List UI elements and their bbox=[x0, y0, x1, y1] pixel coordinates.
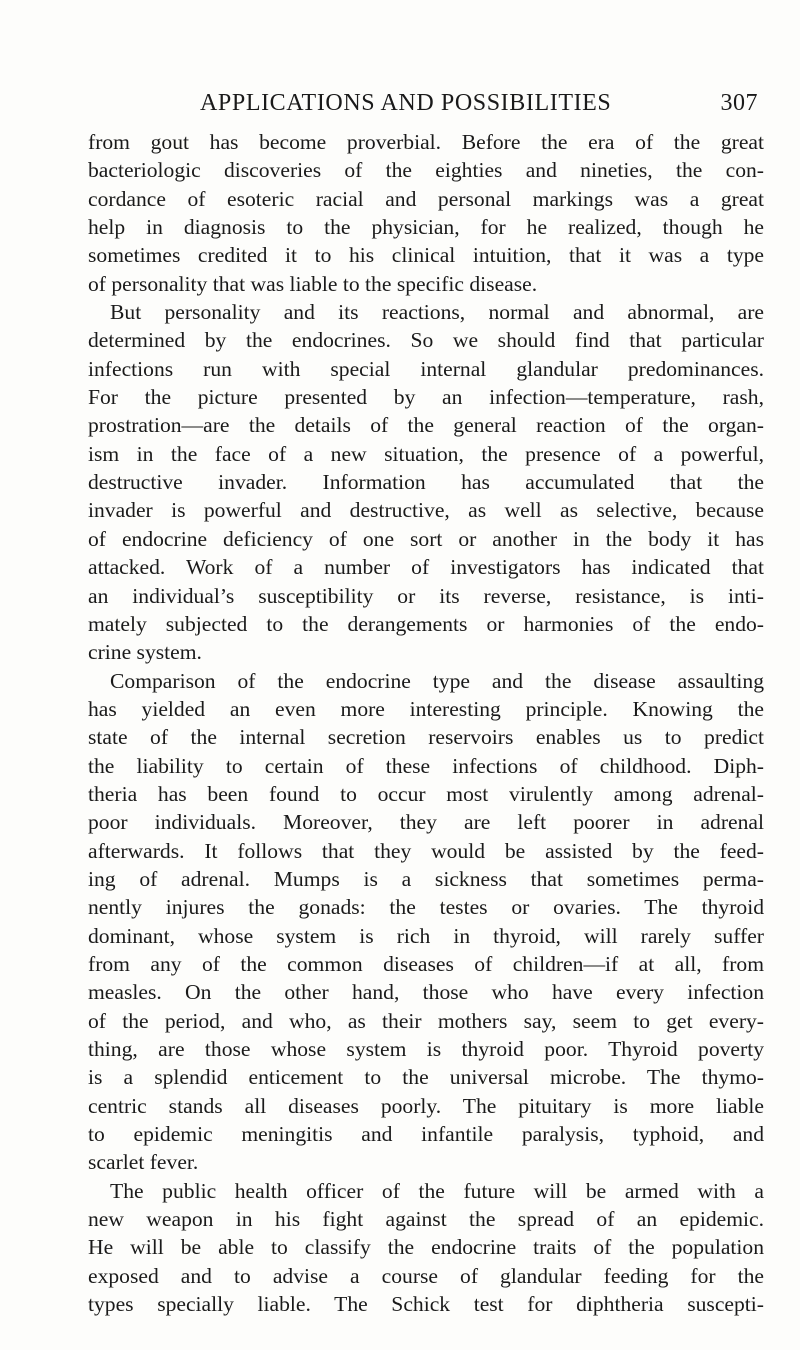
text-line: types specially liable. The Schick test for diphtheria suscepti- bbox=[88, 1292, 764, 1317]
text-line: The public health officer of the future will be armed with a bbox=[110, 1178, 764, 1203]
text-line: state of the internal secretion reservoirs enables us to predict bbox=[88, 725, 764, 750]
text-line: mately subjected to the derangements or harmonies of the endo- bbox=[88, 611, 764, 636]
text-line: dominant, whose system is rich in thyroid, will rarely suffer bbox=[88, 923, 764, 948]
text-line: centric stands all diseases poorly. The pituitary is more liable bbox=[88, 1093, 764, 1118]
text-line: He will be able to classify the endocrine traits of the population bbox=[88, 1235, 764, 1260]
text-line: exposed and to advise a course of glandular feeding for the bbox=[88, 1263, 764, 1288]
text-line: of personality that was liable to the specific disease. bbox=[88, 271, 538, 296]
page-number: 307 bbox=[720, 90, 758, 116]
running-title: APPLICATIONS AND POSSIBILITIES bbox=[200, 90, 612, 116]
text-line: scarlet fever. bbox=[88, 1150, 199, 1175]
text-line: sometimes credited it to his clinical intuition, that it was a type bbox=[88, 243, 764, 268]
text-line: prostration—are the details of the general reaction of the organ- bbox=[88, 413, 764, 438]
text-line: has yielded an even more interesting principle. Knowing the bbox=[88, 696, 764, 721]
text-line: attacked. Work of a number of investigators has indicated that bbox=[88, 555, 764, 580]
text-line: destructive invader. Information has accumulated that the bbox=[88, 470, 764, 495]
text-line: is a splendid enticement to the universal microbe. The thymo- bbox=[88, 1065, 764, 1090]
text-line: cordance of esoteric racial and personal markings was a great bbox=[88, 186, 764, 211]
text-line: nently injures the gonads: the testes or ovaries. The thyroid bbox=[88, 895, 764, 920]
text-line: afterwards. It follows that they would be assisted by the feed- bbox=[88, 838, 764, 863]
text-line: ism in the face of a new situation, the presence of a powerful, bbox=[88, 441, 764, 466]
text-line: poor individuals. Moreover, they are left poorer in adrenal bbox=[88, 810, 764, 835]
text-line: bacteriologic discoveries of the eighties and nineties, the con- bbox=[88, 158, 764, 183]
text-line: of the period, and who, as their mothers say, seem to get every- bbox=[88, 1008, 764, 1033]
text-line: invader is powerful and destructive, as well as selective, because bbox=[88, 498, 764, 523]
text-line: theria has been found to occur most virulently among adrenal- bbox=[88, 781, 764, 806]
text-line: new weapon in his fight against the spread of an epidemic. bbox=[88, 1207, 764, 1232]
text-line: the liability to certain of these infections of childhood. Diph- bbox=[88, 753, 764, 778]
text-line: Comparison of the endocrine type and the disease assaulting bbox=[110, 668, 764, 693]
text-line: to epidemic meningitis and infantile paralysis, typhoid, and bbox=[88, 1122, 764, 1147]
text-line: thing, are those whose system is thyroid poor. Thyroid poverty bbox=[88, 1037, 764, 1061]
running-head bbox=[88, 90, 760, 122]
text-line: infections run with special internal glandular predominances. bbox=[88, 356, 764, 381]
text-line: measles. On the other hand, those who have every infection bbox=[88, 980, 764, 1005]
text-line: ing of adrenal. Mumps is a sickness that sometimes perma- bbox=[88, 866, 764, 891]
text-line: from gout has become proverbial. Before the era of the great bbox=[88, 130, 764, 154]
text-line: from any of the common diseases of children—if at all, from bbox=[88, 951, 764, 976]
text-line: For the picture presented by an infection—temperature, rash, bbox=[88, 385, 764, 410]
text-line: an individual’s susceptibility or its reverse, resistance, is inti- bbox=[88, 583, 764, 608]
text-line: determined by the endocrines. So we should find that particular bbox=[88, 328, 764, 353]
body-text bbox=[88, 128, 764, 1318]
text-line: But personality and its reactions, normal and abnormal, are bbox=[110, 300, 764, 325]
text-line: of endocrine deficiency of one sort or another in the body it has bbox=[88, 526, 764, 551]
text-line: help in diagnosis to the physician, for he realized, though he bbox=[88, 215, 764, 240]
text-line: crine system. bbox=[88, 640, 202, 665]
